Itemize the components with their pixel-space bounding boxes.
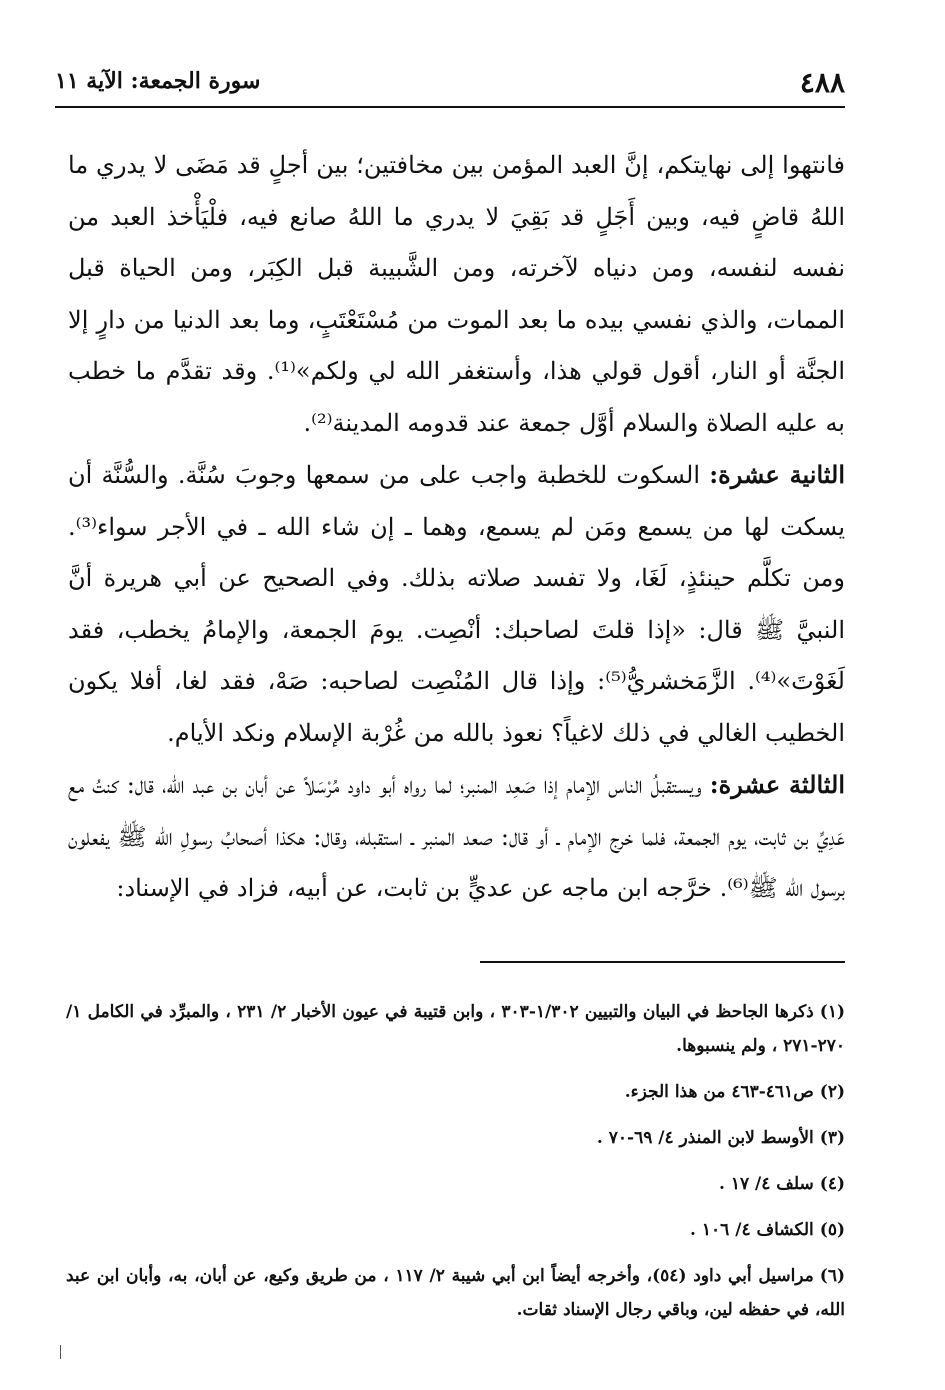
footnote-number: (١)	[819, 1002, 845, 1022]
footnote-text: ذكرها الجاحظ في البيان والتبيين ١/٣٠٢-٣٠٣ ، وابن قتيبة في عيون الأخبار ٢/ ٢٣١ ، والمبرِّد في الكامل ١/ ٢٧٠-٢٧١ ، ولم ينسبوها.	[66, 1002, 845, 1056]
footnote-5	[66, 1213, 845, 1247]
running-title: سورة الجمعة: الآية ١١	[55, 68, 261, 94]
paragraph-3	[68, 759, 845, 915]
footnote-3	[66, 1121, 845, 1155]
footnote-text: مراسيل أبي داود (٥٤)، وأخرجه أيضاً ابن أبي شيبة ٢/ ١١٧ ، من طريق وكيع، عن أبان، به، وأبان ابن عبد الله، في حفظه لين، وباقي رجال الإسناد ثقات.	[66, 1266, 845, 1320]
main-text	[68, 140, 845, 915]
footnote-number: (٢)	[819, 1082, 845, 1102]
paragraph-2-text: السكوت للخطبة واجب على من سمعها وجوبَ سُنَّة. والسُّنَّة أن يسكت لها من يسمع ومَن لم يسمع، وهما ـ إن شاء الله ـ في الأجر سواء⁽³⁾. ومن تكلَّم حينئذٍ، لَغَا، ولا تفسد صلاته بذلك. وفي الصحيح عن أبي هريرة أنَّ النبيَّ ﷺ قال: «إذا قلتَ لصاحبك: أنْصِت. يومَ الجمعة، والإمامُ يخطب، فقد لَغَوْتَ»⁽⁴⁾. الزَّمَخشريُّ⁽⁵⁾: وإذا قال المُنْصِت لصاحبه: صَهْ، فقد لغا، أفلا يكون الخطيب الغالي في ذلك لاغياً؟ نعوذ بالله من غُرْبة الإسلام ونكد الأيام.	[68, 461, 845, 747]
footnote-1	[66, 995, 845, 1063]
footnote-number: (٣)	[819, 1128, 845, 1148]
paragraph-3-heading: الثالثة عشرة:	[709, 770, 846, 799]
paragraph-2	[68, 449, 845, 759]
footnotes	[66, 995, 845, 1327]
footnote-text: الكشاف ٤/ ١٠٦ .	[690, 1220, 814, 1240]
paragraph-1: فانتهوا إلى نهايتكم، إنَّ العبد المؤمن بين مخافتين؛ بين أجلٍ قد مَضَى لا يدري ما اللهُ قاضٍ فيه، وبين أَجَلٍ قد بَقِيَ لا يدري ما اللهُ صانع فيه، فلْيَأْخذ العبد من نفسه لنفسه، ومن دنياه لآخرته، ومن الشَّبيبة قبل الكِبَر، ومن الحياة قبل الممات، والذي نفسي بيده ما بعد الموت من مُسْتَعْتَبٍ، وما بعد الدنيا من دارٍ إلا الجنَّة أو النار، أقول قولي هذا، وأستغفر الله لي ولكم»⁽¹⁾. وقد تقدَّم ما خطب به عليه الصلاة والسلام أوَّل جمعة عند قدومه المدينة⁽²⁾.	[68, 151, 845, 437]
footnote-divider	[480, 961, 845, 963]
scan-margin-mark	[60, 1345, 61, 1359]
page-number: ٤٨٨	[799, 66, 845, 99]
paragraph-2-heading: الثانية عشرة:	[709, 460, 845, 489]
footnote-number: (٤)	[819, 1174, 845, 1194]
paragraph-3-text: ويستقبلُ الناس الإمام إذا صَعِد المنبر؛ لما رواه أبو داود مُرْسَلاً عن أبان بن عبد الله، قال: كنتُ مع عَدِيِّ بن ثابت، يوم الجمعة، فلما خرج الإمام ـ أو قال: صعد المنبر ـ استقبله، وقال: هكذا أصحابُ رسولِ الله ﷺ يفعلون برسول الله ﷺ⁽⁶⁾. خرَّجه ابن ماجه عن عديٍّ بن ثابت، عن أبيه، فزاد في الإسناد:	[68, 771, 845, 902]
footnote-text: الأوسط لابن المنذر ٤/ ٦٩-٧٠ .	[596, 1128, 814, 1148]
footnote-number: (٦)	[819, 1266, 846, 1286]
footnote-4	[66, 1167, 845, 1201]
page-header	[55, 60, 845, 104]
footnote-text: سلف ٤/ ١٧ .	[718, 1174, 814, 1194]
footnote-2	[66, 1075, 845, 1109]
footnote-number: (٥)	[819, 1220, 845, 1240]
footnote-6	[66, 1259, 845, 1327]
footnote-text: ص٤٦١-٤٦٣ من هذا الجزء.	[624, 1082, 814, 1102]
header-divider	[55, 106, 845, 108]
